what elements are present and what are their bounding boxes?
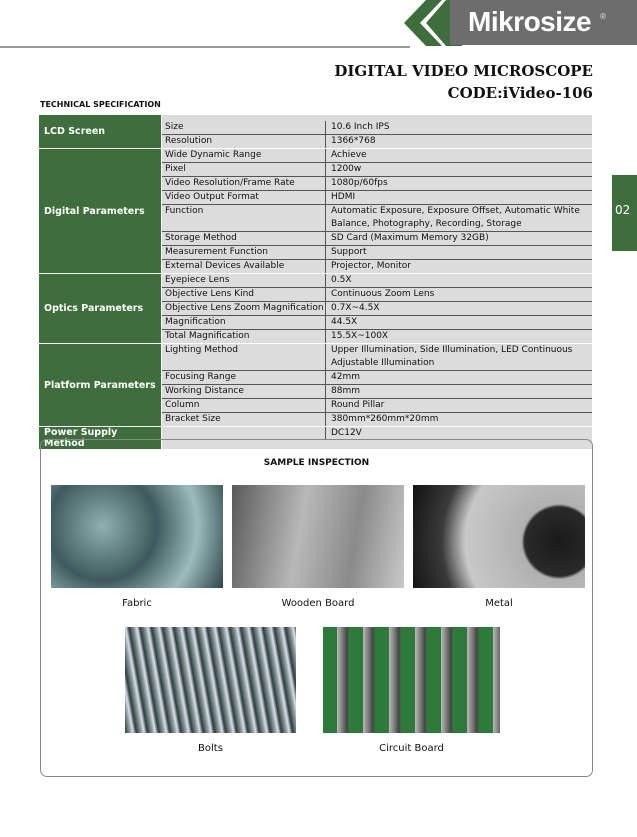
spec-group xyxy=(39,121,592,149)
spec-value: DC12V xyxy=(331,428,362,438)
spec-key: Size xyxy=(162,121,326,134)
table-row xyxy=(162,385,592,399)
table-row xyxy=(162,246,592,260)
spec-key: Working Distance xyxy=(162,385,326,398)
spec-value: 380mm*260mm*20mm xyxy=(331,414,439,424)
sample-inspection-panel xyxy=(40,439,593,777)
table-row xyxy=(162,149,592,163)
group-label: Power Supply Method xyxy=(39,427,162,449)
spec-value: 44.5X xyxy=(331,317,358,327)
table-row xyxy=(162,302,592,316)
table-row xyxy=(162,330,592,343)
table-row xyxy=(162,399,592,413)
header-rule xyxy=(0,46,410,48)
sample-image-bolts xyxy=(125,627,296,733)
table-row xyxy=(162,135,592,148)
spec-key: Column xyxy=(162,399,326,412)
spec-group xyxy=(39,149,592,274)
spec-key: Video Output Format xyxy=(162,191,326,204)
spec-value: 42mm xyxy=(331,372,360,382)
table-row xyxy=(162,191,592,205)
table-row xyxy=(162,260,592,273)
spec-key: Magnification xyxy=(162,316,326,329)
table-row xyxy=(162,177,592,191)
spec-value: Continuous Zoom Lens xyxy=(331,289,435,299)
group-label: Optics Parameters xyxy=(39,274,162,343)
spec-value: 88mm xyxy=(331,386,360,396)
table-row xyxy=(162,232,592,246)
table-row xyxy=(162,413,592,426)
sample-caption: Bolts xyxy=(198,743,223,754)
spec-value: Achieve xyxy=(331,150,367,160)
spec-key: Total Magnification xyxy=(162,330,326,343)
spec-group xyxy=(39,344,592,427)
sample-image-wooden-board xyxy=(232,485,404,588)
spec-key: Objective Lens Kind xyxy=(162,288,326,301)
spec-value: 15.5X~100X xyxy=(331,331,389,341)
registered-mark: ® xyxy=(599,12,607,21)
spec-value: Automatic Exposure, Exposure Offset, Automatic White Balance, Photography, Recording, Storage xyxy=(331,206,580,229)
spec-key: Resolution xyxy=(162,135,326,148)
spec-value: 1200w xyxy=(331,164,362,174)
spec-value: Support xyxy=(331,247,367,257)
spec-value: 1366*768 xyxy=(331,136,376,146)
product-code: CODE:iVideo-106 xyxy=(447,84,593,102)
table-row xyxy=(162,163,592,177)
spec-key: Wide Dynamic Range xyxy=(162,149,326,162)
table-row xyxy=(162,344,592,371)
table-row xyxy=(162,274,592,288)
group-label: LCD Screen xyxy=(39,115,162,148)
spec-value: 1080p/60fps xyxy=(331,178,388,188)
sample-image-circuit-board xyxy=(323,627,500,733)
spec-value: Round Pillar xyxy=(331,400,385,410)
spec-key: Function xyxy=(162,205,326,231)
table-row xyxy=(162,288,592,302)
spec-table xyxy=(39,115,592,450)
spec-value: 10.6 Inch IPS xyxy=(331,122,390,132)
spec-key: Bracket Size xyxy=(162,413,326,426)
spec-value: 0.5X xyxy=(331,275,352,285)
group-label: Platform Parameters xyxy=(39,344,162,426)
brand-logo xyxy=(402,0,637,48)
page-number: 02 xyxy=(615,203,631,217)
spec-key: Lighting Method xyxy=(162,344,326,370)
samples-heading: SAMPLE INSPECTION xyxy=(263,458,370,468)
group-label: Digital Parameters xyxy=(39,149,162,273)
spec-value: HDMI xyxy=(331,192,356,202)
table-row xyxy=(162,316,592,330)
sample-image-fabric xyxy=(51,485,223,588)
page-title: DIGITAL VIDEO MICROSCOPE xyxy=(334,62,593,80)
spec-value: SD Card (Maximum Memory 32GB) xyxy=(331,233,489,243)
spec-key: Measurement Function xyxy=(162,246,326,259)
sample-caption: Circuit Board xyxy=(379,743,444,754)
brand-name: Mikrosize xyxy=(468,6,592,37)
spec-key: Eyepiece Lens xyxy=(162,274,326,287)
spec-heading: TECHNICAL SPECIFICATION xyxy=(40,100,161,109)
table-row xyxy=(162,371,592,385)
sample-caption: Metal xyxy=(485,598,513,609)
spec-value: Projector, Monitor xyxy=(331,261,411,271)
table-row xyxy=(162,121,592,135)
sample-image-metal xyxy=(413,485,585,588)
sample-caption: Wooden Board xyxy=(281,598,355,609)
spec-group xyxy=(39,274,592,344)
spec-value: 0.7X~4.5X xyxy=(331,303,380,313)
spec-key: Objective Lens Zoom Magnification xyxy=(162,302,326,315)
spec-key: Focusing Range xyxy=(162,371,326,384)
sample-caption: Fabric xyxy=(122,598,152,609)
spec-value: Upper Illumination, Side Illumination, LED Continuous Adjustable Illumination xyxy=(331,345,573,368)
table-row xyxy=(162,205,592,232)
spec-key: Storage Method xyxy=(162,232,326,245)
spec-key: External Devices Available xyxy=(162,260,326,273)
spec-key: Video Resolution/Frame Rate xyxy=(162,177,326,190)
page-tab xyxy=(612,175,637,251)
spec-key: Pixel xyxy=(162,163,326,176)
